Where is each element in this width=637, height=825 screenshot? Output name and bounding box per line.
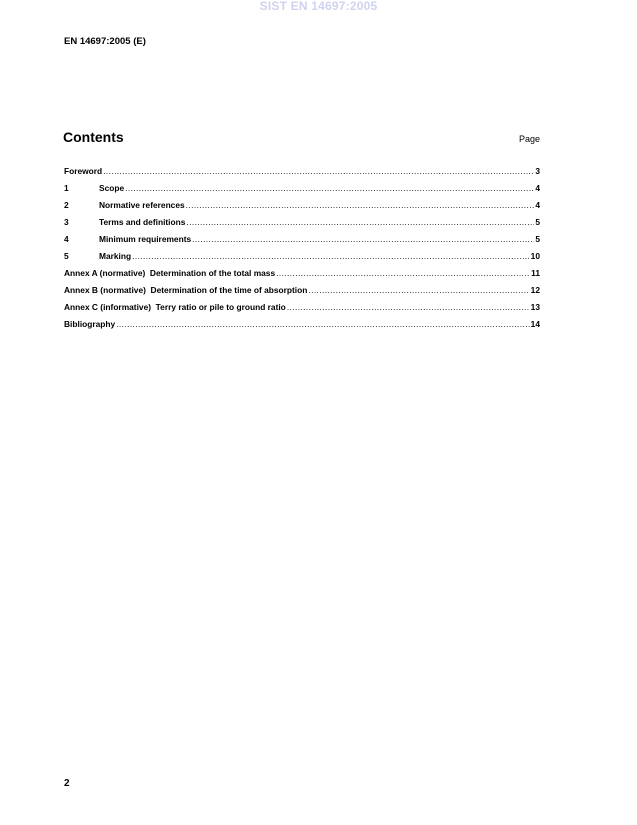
toc-leader-dots	[276, 268, 530, 278]
toc-entry-label: Marking	[99, 251, 132, 261]
toc-entry-scope[interactable]	[64, 183, 540, 200]
toc-entry-page: 11	[531, 268, 540, 278]
table-of-contents	[64, 166, 540, 336]
contents-title: Contents	[63, 129, 124, 145]
toc-entry-foreword[interactable]	[64, 166, 540, 183]
toc-leader-dots	[132, 251, 530, 261]
page-number: 2	[64, 778, 70, 789]
toc-entry-label: Minimum requirements	[99, 234, 192, 244]
toc-entry-annex-c[interactable]	[64, 302, 540, 319]
toc-entry-annex-a[interactable]	[64, 268, 540, 285]
toc-entry-number: 3	[64, 217, 69, 227]
page-column-label: Page	[518, 134, 540, 144]
document-id-header: EN 14697:2005 (E)	[64, 36, 146, 47]
toc-entry-page: 5	[535, 234, 540, 244]
toc-leader-dots	[186, 200, 535, 210]
toc-entry-annex-b[interactable]	[64, 285, 540, 302]
toc-entry-number: 5	[64, 251, 69, 261]
toc-entry-minimum-requirements[interactable]	[64, 234, 540, 251]
toc-entry-page: 3	[535, 166, 540, 176]
watermark: SIST EN 14697:2005	[259, 0, 378, 13]
toc-entry-page: 4	[535, 200, 540, 210]
toc-entry-label: Annex A (normative) Determination of the total mass	[64, 268, 276, 278]
toc-entry-label: Bibliography	[64, 319, 116, 329]
toc-entry-number: 1	[64, 183, 69, 193]
toc-leader-dots	[186, 217, 534, 227]
toc-leader-dots	[103, 166, 534, 176]
toc-entry-label: Annex B (normative) Determination of the time of absorption	[64, 285, 308, 295]
toc-leader-dots	[116, 319, 529, 329]
toc-entry-label: Scope	[99, 183, 125, 193]
toc-entry-page: 5	[535, 217, 540, 227]
toc-entry-label: Terms and definitions	[99, 217, 186, 227]
toc-entry-normative-references[interactable]	[64, 200, 540, 217]
toc-entry-page: 14	[530, 319, 540, 329]
toc-entry-page: 4	[535, 183, 540, 193]
toc-leader-dots	[192, 234, 534, 244]
toc-entry-label: Foreword	[64, 166, 103, 176]
toc-entry-terms-and-definitions[interactable]	[64, 217, 540, 234]
toc-entry-bibliography[interactable]	[64, 319, 540, 336]
toc-entry-number: 4	[64, 234, 69, 244]
toc-entry-page: 10	[530, 251, 540, 261]
toc-entry-label: Normative references	[99, 200, 185, 210]
toc-entry-marking[interactable]	[64, 251, 540, 268]
toc-entry-label: Annex C (informative) Terry ratio or pile to ground ratio	[64, 302, 286, 312]
toc-leader-dots	[308, 285, 529, 295]
toc-entry-number: 2	[64, 200, 69, 210]
toc-leader-dots	[287, 302, 530, 312]
toc-entry-page: 13	[530, 302, 540, 312]
toc-leader-dots	[125, 183, 534, 193]
toc-entry-page: 12	[530, 285, 540, 295]
